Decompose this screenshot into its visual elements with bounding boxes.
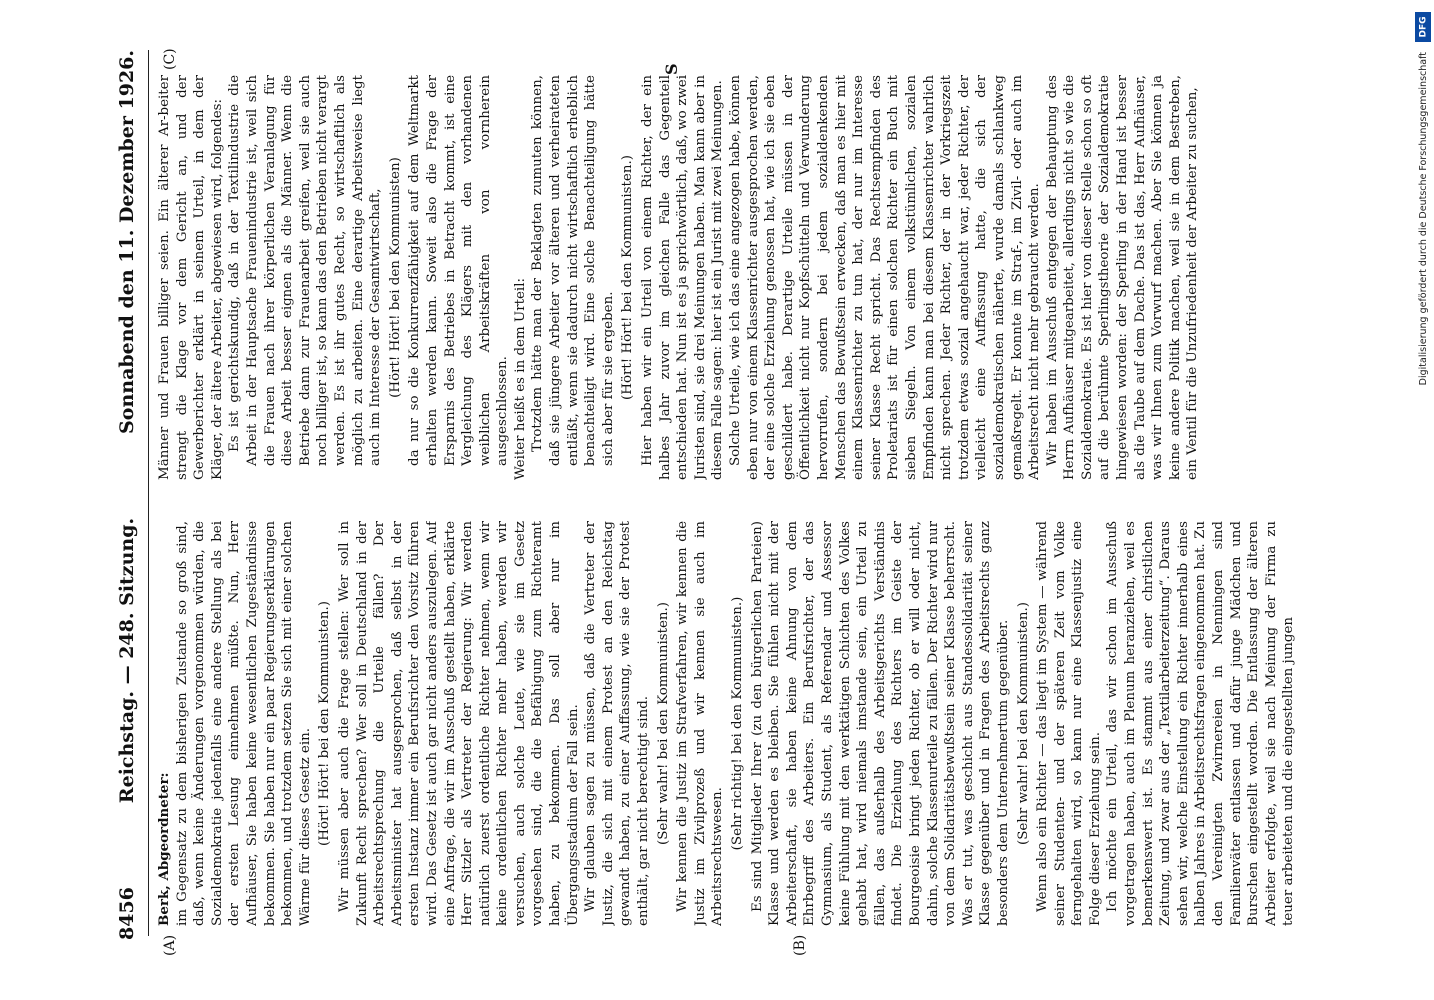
dfg-logo-text: DFG <box>1418 16 1429 38</box>
left-paragraph: Ich möchte ein Urteil, das wir schon im Ausschuß vorgetragen haben, auch im Plenum heranziehen, weil es bemerkenswert ist. Es stammt aus einer christlichen Zeitung, und zwar aus der „Textilarbeiterzeitung“. Daraus sehen wir, welche Einstellung ein Richter innerhalb eines halben Jahres in Arbeitsrechtsfragen eingenommen hat. Zu den Vereinigten Zwirnereien in Nenningen sind Familienväter entlassen und dafür junge Mädchen und Burschen eingestellt worden. Die Entlassung der älteren Arbeiter erfolgte, weil sie nach Meinung der Firma zu teuer arbeiteten und die eingestellten jungen <box>1105 521 1297 926</box>
interjection: (Hört! Hört! bei den Kommunisten.) <box>317 601 333 846</box>
margin-mark-c: (C) <box>162 48 178 70</box>
margin-glyph: S <box>662 63 681 75</box>
quoted-judgment: Es ist gerichtskundig, daß in der Textilindustrie die Arbeit in der Hauptsache Frauenindustrie ist, weil sich die Frauen nach ihrer körperlichen Veranlagung für diese Arbeit besser eignen als die Männer. Wenn die Betriebe dann zur Frauenarbeit greifen, weil sie auch noch billiger ist, so kann das den Betrieben nicht verargt werden. Es ist ihr gutes Recht, so wirtschaftlich als möglich zu arbeiten. Eine derartige Arbeitsweise liegt auch im Interesse der Gesamtwirtschaft, <box>227 75 384 466</box>
right-paragraph: Weiter heißt es in dem Urteil: <box>512 278 528 480</box>
interjection: (Hört! Hört! bei den Kommunisten) <box>387 157 403 398</box>
session-title: Reichstag. — 248. Sitzung. <box>116 517 138 804</box>
margin-mark-b: (B) <box>792 934 808 956</box>
left-paragraph: Wir glauben sagen zu müssen, daß die Vertreter der Justiz, die sich mit einem Protest an den Reichstag gewandt haben, zu einer Auffassung, wie sie der Protest enthält, gar nicht berechtigt sind. <box>583 521 652 926</box>
interjection: (Hört! Hört! bei den Kommunisten.) <box>620 155 636 400</box>
page-number: 8456 <box>116 887 138 940</box>
session-date: Sonnabend den 11. Dezember 1926. <box>116 50 138 434</box>
right-paragraph: Männer und Frauen billiger seien. Ein älterer Ar-beiter strengt die Klage vor dem Gericht an, und der Gewerberichter erklärt in seinem Urteil, in dem der Kläger, der ältere Arbeiter, abgewiesen wird, folgendes: <box>157 75 225 480</box>
speaker-line: Berk, Abgeordneter: <box>156 772 172 926</box>
left-paragraph: Wir müssen aber auch die Frage stellen: Wer soll in Zukunft Recht sprechen? Wer soll in Deutschland in der Arbeitsrechtsprechung die Urteile fällen? Der Arbeitsminister hat ausgesprochen, daß selbst in der ersten Instanz immer ein Berufsrichter den Vorsitz führen wird. Das Gesetz ist auch gar nicht anders auszulegen. Auf eine Anfrage, die wir im Ausschuß gestellt haben, erklärte Herr Sitzler als Vertreter der Regierung: Wir werden natürlich zuerst ordentliche Richter nehmen, wenn wir keine ordentlichen Richter mehr haben, werden wir versuchen, auch solche Leute, wie sie im Gesetz vorgesehen sind, die die Befähigung zum Richteramt haben, zu bekommen. Das soll aber nur im Übergangsstadium der Fall sein. <box>336 521 581 926</box>
left-paragraph: Es sind Mitglieder Ihrer (zu den bürgerlichen Parteien) Klasse und werden es bleiben. Sie fühlen nicht mit der Arbeiterschaft, sie haben keine Ahnung von dem Ehrbegriff des Arbeiters. Ein Berufsrichter, der das Gymnasium, als Student, als Referendar und Assessor keine Fühlung mit den werktätigen Schichten des Volkes gehabt hat, wird niemals imstande sein, ein Urteil zu fällen, das außerhalb des Arbeitsgerichts Verständnis findet. Die Erziehung des Richters im Geiste der Bourgeoisie bringt jeden Richter, ob er will oder nicht, dahin, solche Klassenurteile zu fällen. Der Richter wird nur von dem Solidaritätsbewußtsein seiner Klasse beherrscht. Was er tut, was geschicht aus Standessolidarität seiner Klasse gegenüber und in Fragen des Arbeitsrechts ganz besonders dem Unternehmertum gegenüber. <box>749 521 1011 926</box>
margin-mark-a: (A) <box>162 934 178 956</box>
right-paragraph: Wir haben im Ausschuß entgegen der Behauptung des Herrn Aufhäuser mitgearbeitet, allerdings nicht so wie die Sozialdemokratie. Es ist hier von dieser Stelle schon so oft auf die berühmte Sperlingstheorie der Sozialdemokratie hingewiesen worden: der Sperling in der Hand ist besser als die Taube auf dem Dache. Das ist das, Herr Aufhäuser, was wir Ihnen zum Vorwurf machen. Aber Sie können ja keine andere Politik machen, weil sie in dem Bestreben, ein Ventil für die Unzufriedenheit der Arbeiter zu suchen, <box>1044 75 1201 480</box>
right-paragraph: Hier haben wir ein Urteil von einem Richter, der ein halbes Jahr zuvor im gleichen Falle das Gegenteil entschieden hat. Nun ist es ja sprichwörtlich, daß, wo zwei Juristen sind, sie drei Meinungen haben. Man kann aber in diesem Falle sagen: hier ist ein Jurist mit zwei Meinungen. <box>640 75 726 480</box>
rotated-page <box>102 40 1332 960</box>
interjection: (Sehr wahr! bei den Kommunisten.) <box>1015 601 1031 846</box>
right-column <box>156 75 1316 480</box>
left-column <box>156 521 1316 926</box>
header-rule <box>148 50 149 936</box>
left-paragraph: Wir kennen die Justiz im Strafverfahren, wir kennen die Justiz im Zivilprozeß und wir kennen sie auch im Arbeitsrechtswesen. <box>675 521 726 926</box>
funding-notice: Digitalisierung gefördert durch die Deutsche Forschungsgemeinschaft <box>1417 52 1429 386</box>
interjection: (Sehr richtig! bei den Kommunisten.) <box>730 596 745 851</box>
interjection: (Sehr wahr! bei den Kommunisten.) <box>655 601 671 846</box>
dfg-logo <box>1415 12 1431 42</box>
quoted-judgment: Trotzdem hätte man der Beklagten zumuten können, daß sie jüngere Arbeiter vor älteren und verheirateten entläßt, wenn sie dadurch nicht wirtschaftlich erheblich benachteiligt wird. Eine solche Benachteiligung hätte sich aber für sie ergeben. <box>530 75 616 466</box>
digitization-stamp <box>1414 12 1432 987</box>
left-paragraph: Wenn also ein Richter — das liegt im System — während seiner Studenten- und der späteren Zeit vom Volke ferngehalten wird, so kann nur eine Klassenjustiz eine Folge dieser Erziehung sein. <box>1035 521 1103 926</box>
quoted-judgment: da nur so die Konkurrenzfähigkeit auf dem Weltmarkt erhalten werden kann. Soweit also die Frage der Ersparnis des Betriebes in Betracht kommt, ist eine Vergleichung des Klägers mit den vorhandenen weiblichen Arbeitskräften von vornherein ausgeschlossen. <box>407 75 511 466</box>
right-paragraph: Solche Urteile, wie ich das eine angezogen habe, können eben nur von einem Klassenrichter ausgesprochen werden, der eine solche Erziehung genossen hat, wie ich sie eben geschildert habe. Derartige Urteile müssen in der Öffentlichkeit nicht nur Kopfschütteln und Verwunderung hervorrufen, sondern bei jedem sozialdenkenden Menschen das Bewußtsein erwecken, daß man es hier mit einem Klassenrichter zu tun hat, der nur im Interesse seiner Klasse Recht spricht. Das Rechtsempfinden des Proletariats ist für einen solchen Richter ein Buch mit sieben Siegeln. Von einem volkstümlichen, sozialen Empfinden kann man bei diesem Klassenrichter wahrlich nicht sprechen. Jeder Richter, der in der Vorkriegszeit trotzdem etwas sozial angehaucht war, jeder Richter, der vielleicht eine Auffassung hatte, die sich der sozialdemokratischen näherte, wurde damals schlankweg gemaßregelt. Er konnte im Straf-, im Zivil- oder auch im Arbeitsrecht nicht mehr gebraucht werden. <box>728 75 1043 480</box>
left-paragraph: im Gegensatz zu dem bisherigen Zustande so groß sind, daß, wenn keine Änderungen vorgenommen würden, die Sozialdemokratie jedenfalls eine andere Stellung als bei der ersten Lesung einnehmen müßte. Nun, Herr Aufhäuser, Sie haben keine wesentlichen Zugeständnisse bekommen. Sie haben nur ein paar Regierungserklärungen bekommen, und trotzdem setzen Sie sich mit einer solchen Wärme für dieses Gesetz ein. <box>174 521 313 926</box>
page-header <box>116 50 144 940</box>
